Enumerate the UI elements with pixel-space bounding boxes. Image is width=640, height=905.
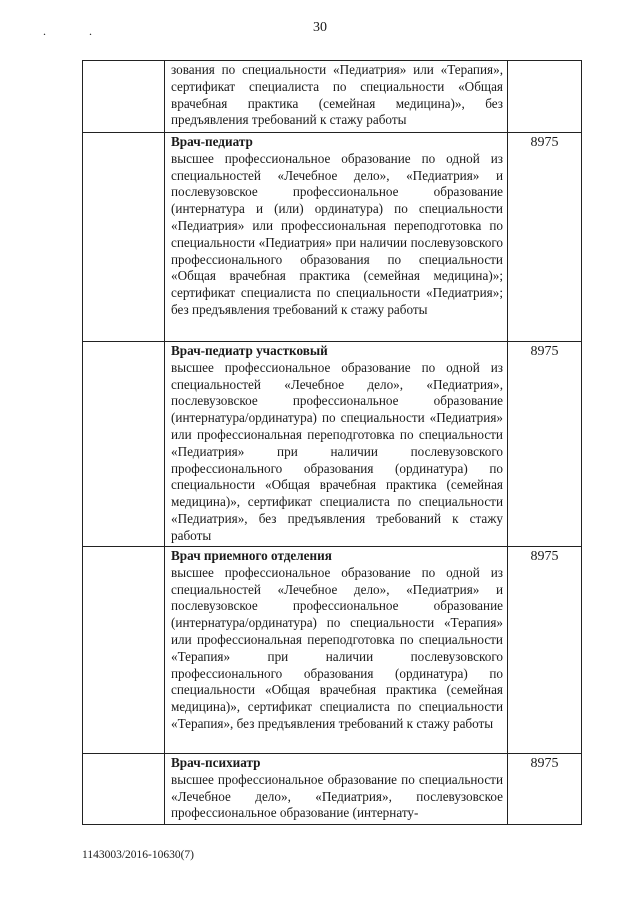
number-cell bbox=[83, 342, 165, 547]
document-code: 1143003/2016-10630(7) bbox=[82, 849, 195, 861]
qualification-table bbox=[82, 60, 582, 825]
description-text bbox=[165, 754, 507, 823]
table-row bbox=[83, 61, 582, 133]
description-text bbox=[165, 342, 507, 546]
number-cell bbox=[83, 61, 165, 133]
salary-value: 8975 bbox=[530, 549, 559, 564]
salary-value: 8975 bbox=[530, 135, 559, 150]
description-cell bbox=[165, 547, 508, 754]
salary-value bbox=[508, 61, 581, 63]
description-text: зования по специальности «Педиатрия» или «Терапия», сертификат специалиста по специальности «Общая врачебная практика (семейная медицина)», без предъявления требований к стажу работы bbox=[171, 62, 503, 128]
description-cell bbox=[165, 133, 508, 342]
number-cell bbox=[83, 547, 165, 754]
position-requirements: высшее профессиональное образование по одной из специальностей «Лечебное дело», «Педиатрия» и послевузовское профессиональное образование (интернатура и (или) ординатура) по специальности «Педиатрия» или профессиональная переподготовка по специальности «Педиатрия» при наличии послевузовского профессионального образования по специальности «Общая врачебная практика (семейная медицина)»; сертификат специалиста по специальности «Педиатрия»; без предъявления требований к стажу работы bbox=[171, 150, 503, 317]
value-cell bbox=[508, 61, 582, 133]
salary-value: 8975 bbox=[530, 756, 559, 771]
number-cell bbox=[83, 754, 165, 825]
scan-dots: . . bbox=[43, 24, 112, 38]
value-cell bbox=[508, 547, 582, 754]
table-row bbox=[83, 754, 582, 825]
description-text bbox=[165, 133, 507, 320]
description-cell bbox=[165, 754, 508, 825]
table-row bbox=[83, 342, 582, 547]
description-cell bbox=[165, 342, 508, 547]
position-title: Врач-педиатр участковый bbox=[171, 343, 328, 358]
table-row bbox=[83, 547, 582, 754]
description-cell bbox=[165, 61, 508, 133]
salary-value: 8975 bbox=[530, 344, 559, 359]
position-requirements: высшее профессиональное образование по специальности «Лечебное дело», «Педиатрия», послевузовское профессиональное образование (интернату- bbox=[171, 771, 503, 821]
position-title: Врач-педиатр bbox=[171, 134, 253, 149]
description-text bbox=[165, 547, 507, 734]
table-row bbox=[83, 133, 582, 342]
position-requirements: высшее профессиональное образование по одной из специальностей «Лечебное дело», «Педиатрия», послевузовское профессиональное образование (интернатура/ординатура) по специальности «Педиатрия» или профессиональная переподготовка по специальности «Педиатрия» при наличии послевузовского профессионального образования (ординатура) по специальности «Общая врачебная практика (семейная медицина)», сертификат специалиста по специальности «Педиатрия», без предъявления требований к стажу работы bbox=[171, 359, 503, 543]
value-cell bbox=[508, 754, 582, 825]
number-cell bbox=[83, 133, 165, 342]
position-title: Врач приемного отделения bbox=[171, 548, 332, 563]
page-number: 30 bbox=[313, 20, 327, 35]
position-requirements: высшее профессиональное образование по одной из специальностей «Лечебное дело», «Педиатрия» и послевузовское профессиональное образование (интернатура/ординатура) по специальности «Терапия» или профессиональная переподготовка по специальности «Терапия» при наличии послевузовского профессионального образования (ординатура) по специальности «Общая врачебная практика (семейная медицина)», сертификат специалиста по специальности «Терапия», без предъявления требований к стажу работы bbox=[171, 564, 503, 731]
value-cell bbox=[508, 342, 582, 547]
value-cell bbox=[508, 133, 582, 342]
position-title: Врач-психиатр bbox=[171, 755, 261, 770]
